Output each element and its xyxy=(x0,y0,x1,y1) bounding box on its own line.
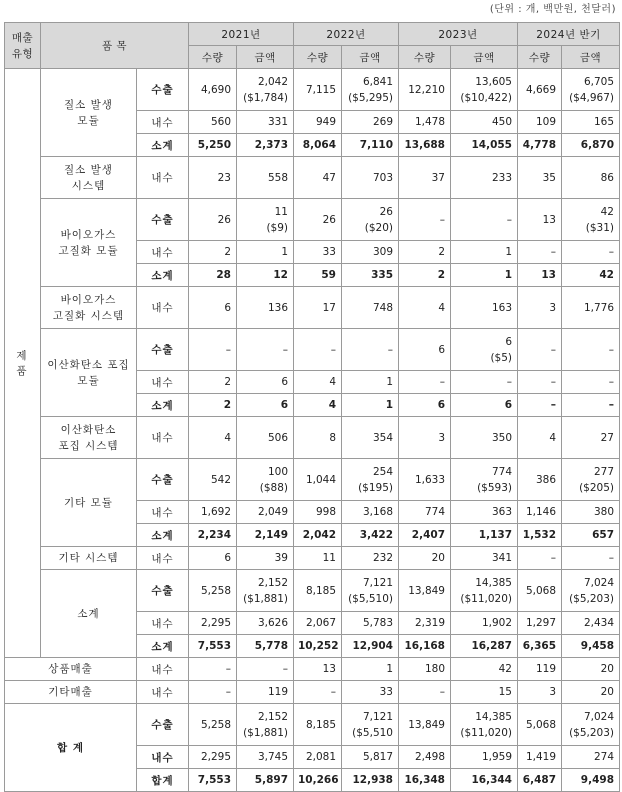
item-label: 바이오가스 고질화 시스템 xyxy=(41,287,137,329)
amount-cell: 1,776 xyxy=(562,287,620,329)
qty-cell: 3 xyxy=(518,287,562,329)
qty-header: 수량 xyxy=(518,46,562,69)
table-row xyxy=(5,199,620,241)
amount-cell: 6 xyxy=(237,371,294,394)
qty-cell: 1,478 xyxy=(399,111,451,134)
amount-cell: 6,870 xyxy=(562,134,620,157)
qty-cell: 109 xyxy=(518,111,562,134)
amount-cell: 380 xyxy=(562,501,620,524)
sales-kind: 수출 xyxy=(137,69,189,111)
amount-cell: 3,745 xyxy=(237,746,294,769)
qty-cell: 33 xyxy=(294,241,342,264)
sales-kind: 내수 xyxy=(137,612,189,635)
qty-cell: 2,407 xyxy=(399,524,451,547)
item-label: 이산화탄소 포집 시스템 xyxy=(41,417,137,459)
amount-cell: – xyxy=(562,394,620,417)
amount-cell: 2,042 ($1,784) xyxy=(237,69,294,111)
amount-cell: 254 ($195) xyxy=(342,459,399,501)
amount-cell: 165 xyxy=(562,111,620,134)
sales-kind: 내수 xyxy=(137,287,189,329)
amount-cell: 2,149 xyxy=(237,524,294,547)
qty-cell: – xyxy=(518,547,562,570)
qty-cell: 4,778 xyxy=(518,134,562,157)
qty-cell: 11 xyxy=(294,547,342,570)
item-label: 이산화탄소 포집 모듈 xyxy=(41,329,137,417)
amount-cell: 16,344 xyxy=(451,769,518,792)
qty-cell: 1,044 xyxy=(294,459,342,501)
item-label: 합 계 xyxy=(5,704,137,792)
qty-cell: 2,295 xyxy=(189,746,237,769)
qty-cell: 949 xyxy=(294,111,342,134)
qty-cell: 28 xyxy=(189,264,237,287)
qty-cell: 2,498 xyxy=(399,746,451,769)
amount-cell: 232 xyxy=(342,547,399,570)
qty-cell: 4,690 xyxy=(189,69,237,111)
item-label: 바이오가스 고질화 모듈 xyxy=(41,199,137,287)
item-label: 기타매출 xyxy=(5,681,137,704)
qty-cell: 2,067 xyxy=(294,612,342,635)
qty-cell: 8,185 xyxy=(294,704,342,746)
qty-cell: 26 xyxy=(189,199,237,241)
qty-cell: 13 xyxy=(294,658,342,681)
qty-cell: – xyxy=(518,241,562,264)
qty-cell: 20 xyxy=(399,547,451,570)
qty-cell: 4 xyxy=(294,394,342,417)
amount-cell: – xyxy=(562,329,620,371)
sales-kind: 내수 xyxy=(137,746,189,769)
item-label: 질소 발생 모듈 xyxy=(41,69,137,157)
qty-cell: – xyxy=(399,371,451,394)
amount-cell: 774 ($593) xyxy=(451,459,518,501)
qty-cell: 1,419 xyxy=(518,746,562,769)
sales-kind: 소계 xyxy=(137,264,189,287)
sales-kind: 내수 xyxy=(137,658,189,681)
qty-cell: 5,068 xyxy=(518,704,562,746)
year-header-2024h1: 2024년 반기 xyxy=(518,23,620,46)
qty-cell: 8,185 xyxy=(294,570,342,612)
amount-cell: 13,605 ($10,422) xyxy=(451,69,518,111)
amount-cell: 5,817 xyxy=(342,746,399,769)
qty-cell: – xyxy=(189,329,237,371)
qty-cell: 47 xyxy=(294,157,342,199)
amount-cell: – xyxy=(451,371,518,394)
amount-cell: 1,137 xyxy=(451,524,518,547)
amount-cell: 15 xyxy=(451,681,518,704)
amount-cell: 86 xyxy=(562,157,620,199)
qty-cell: 7,115 xyxy=(294,69,342,111)
qty-cell: 6,487 xyxy=(518,769,562,792)
amount-cell: 6 xyxy=(451,394,518,417)
qty-cell: 26 xyxy=(294,199,342,241)
amount-cell: 12,904 xyxy=(342,635,399,658)
sales-kind: 소계 xyxy=(137,394,189,417)
qty-cell: 2 xyxy=(189,371,237,394)
amount-cell: 14,385 ($11,020) xyxy=(451,704,518,746)
amount-cell: 20 xyxy=(562,658,620,681)
amount-cell: 1,902 xyxy=(451,612,518,635)
amount-cell: – xyxy=(237,658,294,681)
qty-cell: 3 xyxy=(399,417,451,459)
amount-cell: 7,024 ($5,203) xyxy=(562,570,620,612)
qty-cell: 2,319 xyxy=(399,612,451,635)
qty-cell: 13,849 xyxy=(399,570,451,612)
qty-cell: 12,210 xyxy=(399,69,451,111)
amount-cell: 7,121 ($5,510 xyxy=(342,704,399,746)
year-header-2022: 2022년 xyxy=(294,23,399,46)
amount-cell: 136 xyxy=(237,287,294,329)
amount-cell: 703 xyxy=(342,157,399,199)
amount-cell: 42 ($31) xyxy=(562,199,620,241)
amount-cell: 9,498 xyxy=(562,769,620,792)
qty-cell: 13,688 xyxy=(399,134,451,157)
qty-cell: – xyxy=(518,329,562,371)
qty-cell: 16,348 xyxy=(399,769,451,792)
amount-cell: 6 ($5) xyxy=(451,329,518,371)
qty-cell: 59 xyxy=(294,264,342,287)
sales-kind: 내수 xyxy=(137,681,189,704)
unit-note: (단위 : 개, 백만원, 천달러) xyxy=(489,4,616,15)
qty-cell: 998 xyxy=(294,501,342,524)
amount-header: 금액 xyxy=(237,46,294,69)
amount-cell: 2,049 xyxy=(237,501,294,524)
qty-cell: 7,553 xyxy=(189,769,237,792)
amount-cell: 233 xyxy=(451,157,518,199)
amount-cell: 269 xyxy=(342,111,399,134)
qty-cell: 37 xyxy=(399,157,451,199)
sales-kind: 소계 xyxy=(137,524,189,547)
qty-cell: 4 xyxy=(189,417,237,459)
table-row xyxy=(5,704,620,746)
qty-cell: 3 xyxy=(518,681,562,704)
amount-cell: 363 xyxy=(451,501,518,524)
sales-kind: 수출 xyxy=(137,199,189,241)
amount-cell: 33 xyxy=(342,681,399,704)
qty-cell: 35 xyxy=(518,157,562,199)
qty-cell: 5,258 xyxy=(189,704,237,746)
qty-cell: – xyxy=(518,394,562,417)
table-row xyxy=(5,658,620,681)
amount-cell: – xyxy=(562,241,620,264)
amount-cell: 42 xyxy=(451,658,518,681)
qty-cell: 2 xyxy=(189,241,237,264)
amount-cell: 350 xyxy=(451,417,518,459)
sales-type-header: 매출 유형 xyxy=(5,23,41,69)
amount-cell: 20 xyxy=(562,681,620,704)
amount-cell: 9,458 xyxy=(562,635,620,658)
qty-cell: 2 xyxy=(399,241,451,264)
amount-cell: 3,422 xyxy=(342,524,399,547)
amount-cell: 1 xyxy=(342,394,399,417)
amount-cell: 274 xyxy=(562,746,620,769)
amount-cell: 748 xyxy=(342,287,399,329)
qty-cell: 1,633 xyxy=(399,459,451,501)
qty-cell: 2,081 xyxy=(294,746,342,769)
qty-cell: 10,252 xyxy=(294,635,342,658)
amount-cell: 12 xyxy=(237,264,294,287)
sales-kind: 수출 xyxy=(137,459,189,501)
amount-cell: 2,152 ($1,881) xyxy=(237,704,294,746)
amount-cell: 6,841 ($5,295) xyxy=(342,69,399,111)
amount-cell: 11 ($9) xyxy=(237,199,294,241)
amount-cell: 1 xyxy=(342,371,399,394)
amount-cell: 450 xyxy=(451,111,518,134)
table-row xyxy=(5,459,620,501)
qty-cell: 6 xyxy=(189,547,237,570)
amount-cell: 42 xyxy=(562,264,620,287)
year-header-2023: 2023년 xyxy=(399,23,518,46)
amount-cell: 39 xyxy=(237,547,294,570)
qty-cell: 6 xyxy=(399,329,451,371)
amount-cell: 3,626 xyxy=(237,612,294,635)
qty-cell: – xyxy=(189,681,237,704)
qty-cell: 2 xyxy=(189,394,237,417)
qty-cell: 2,042 xyxy=(294,524,342,547)
amount-cell: 1 xyxy=(451,241,518,264)
amount-cell: 2,152 ($1,881) xyxy=(237,570,294,612)
qty-header: 수량 xyxy=(294,46,342,69)
qty-cell: 2 xyxy=(399,264,451,287)
amount-header: 금액 xyxy=(562,46,620,69)
amount-header: 금액 xyxy=(342,46,399,69)
qty-cell: – xyxy=(518,371,562,394)
qty-cell: 1,146 xyxy=(518,501,562,524)
amount-cell: 657 xyxy=(562,524,620,547)
amount-cell: 163 xyxy=(451,287,518,329)
qty-header: 수량 xyxy=(399,46,451,69)
year-header-2021: 2021년 xyxy=(189,23,294,46)
amount-cell: – xyxy=(451,199,518,241)
amount-cell: 12,938 xyxy=(342,769,399,792)
amount-cell: 7,121 ($5,510) xyxy=(342,570,399,612)
qty-cell: 7,553 xyxy=(189,635,237,658)
qty-cell: 8,064 xyxy=(294,134,342,157)
amount-cell: 6,705 ($4,967) xyxy=(562,69,620,111)
amount-cell: 5,783 xyxy=(342,612,399,635)
qty-cell: 10,266 xyxy=(294,769,342,792)
item-header: 품 목 xyxy=(41,23,189,69)
qty-cell: 1,532 xyxy=(518,524,562,547)
qty-cell: – xyxy=(294,681,342,704)
amount-cell: 100 ($88) xyxy=(237,459,294,501)
amount-cell: – xyxy=(237,329,294,371)
amount-cell: 14,055 xyxy=(451,134,518,157)
amount-cell: 2,373 xyxy=(237,134,294,157)
qty-cell: 542 xyxy=(189,459,237,501)
sales-table xyxy=(4,22,620,792)
amount-cell: 1,959 xyxy=(451,746,518,769)
amount-cell: 335 xyxy=(342,264,399,287)
sales-kind: 내수 xyxy=(137,501,189,524)
table-row xyxy=(5,417,620,459)
qty-cell: – xyxy=(399,199,451,241)
qty-cell: 180 xyxy=(399,658,451,681)
qty-cell: 119 xyxy=(518,658,562,681)
sales-kind: 수출 xyxy=(137,570,189,612)
qty-cell: 6,365 xyxy=(518,635,562,658)
qty-cell: 5,068 xyxy=(518,570,562,612)
qty-header: 수량 xyxy=(189,46,237,69)
sales-kind: 내수 xyxy=(137,157,189,199)
amount-cell: 331 xyxy=(237,111,294,134)
sales-kind: 수출 xyxy=(137,704,189,746)
qty-cell: 386 xyxy=(518,459,562,501)
qty-cell: 8 xyxy=(294,417,342,459)
amount-cell: 558 xyxy=(237,157,294,199)
qty-cell: 4 xyxy=(399,287,451,329)
qty-cell: – xyxy=(189,658,237,681)
sales-kind: 내수 xyxy=(137,371,189,394)
amount-cell: 1 xyxy=(237,241,294,264)
item-label: 질소 발생 시스템 xyxy=(41,157,137,199)
table-row xyxy=(5,69,620,111)
sales-kind: 수출 xyxy=(137,329,189,371)
item-label: 상품매출 xyxy=(5,658,137,681)
amount-cell: 27 xyxy=(562,417,620,459)
amount-cell: 341 xyxy=(451,547,518,570)
amount-cell: 119 xyxy=(237,681,294,704)
sales-kind: 내수 xyxy=(137,241,189,264)
qty-cell: 13,849 xyxy=(399,704,451,746)
qty-cell: 13 xyxy=(518,199,562,241)
qty-cell: 13 xyxy=(518,264,562,287)
item-label: 기타 시스템 xyxy=(41,547,137,570)
amount-cell: 2,434 xyxy=(562,612,620,635)
amount-header: 금액 xyxy=(451,46,518,69)
qty-cell: 23 xyxy=(189,157,237,199)
amount-cell: 277 ($205) xyxy=(562,459,620,501)
qty-cell: – xyxy=(399,681,451,704)
amount-cell: 7,024 ($5,203) xyxy=(562,704,620,746)
item-label: 기타 모듈 xyxy=(41,459,137,547)
category-product: 제 품 xyxy=(5,69,41,658)
sales-kind: 내수 xyxy=(137,547,189,570)
qty-cell: 17 xyxy=(294,287,342,329)
table-row xyxy=(5,287,620,329)
qty-cell: 16,168 xyxy=(399,635,451,658)
qty-cell: 4 xyxy=(518,417,562,459)
qty-cell: 2,234 xyxy=(189,524,237,547)
qty-cell: 5,258 xyxy=(189,570,237,612)
qty-cell: 5,250 xyxy=(189,134,237,157)
qty-cell: 774 xyxy=(399,501,451,524)
qty-cell: 6 xyxy=(399,394,451,417)
qty-cell: 4 xyxy=(294,371,342,394)
amount-cell: 5,778 xyxy=(237,635,294,658)
amount-cell: 14,385 ($11,020) xyxy=(451,570,518,612)
table-row xyxy=(5,681,620,704)
sales-kind: 소계 xyxy=(137,134,189,157)
item-label: 소계 xyxy=(41,570,137,658)
qty-cell: – xyxy=(294,329,342,371)
amount-cell: – xyxy=(562,371,620,394)
amount-cell: 16,287 xyxy=(451,635,518,658)
qty-cell: 4,669 xyxy=(518,69,562,111)
table-row xyxy=(5,329,620,371)
amount-cell: 26 ($20) xyxy=(342,199,399,241)
qty-cell: 6 xyxy=(189,287,237,329)
amount-cell: 5,897 xyxy=(237,769,294,792)
amount-cell: 309 xyxy=(342,241,399,264)
amount-cell: – xyxy=(342,329,399,371)
sales-kind: 내수 xyxy=(137,417,189,459)
qty-cell: 560 xyxy=(189,111,237,134)
amount-cell: 354 xyxy=(342,417,399,459)
amount-cell: – xyxy=(562,547,620,570)
sales-kind: 소계 xyxy=(137,635,189,658)
amount-cell: 7,110 xyxy=(342,134,399,157)
qty-cell: 1,692 xyxy=(189,501,237,524)
amount-cell: 1 xyxy=(342,658,399,681)
table-row xyxy=(5,547,620,570)
amount-cell: 6 xyxy=(237,394,294,417)
amount-cell: 506 xyxy=(237,417,294,459)
qty-cell: 2,295 xyxy=(189,612,237,635)
qty-cell: 1,297 xyxy=(518,612,562,635)
amount-cell: 3,168 xyxy=(342,501,399,524)
table-row xyxy=(5,570,620,612)
table-row xyxy=(5,157,620,199)
sales-kind: 내수 xyxy=(137,111,189,134)
sales-kind: 합계 xyxy=(137,769,189,792)
amount-cell: 1 xyxy=(451,264,518,287)
